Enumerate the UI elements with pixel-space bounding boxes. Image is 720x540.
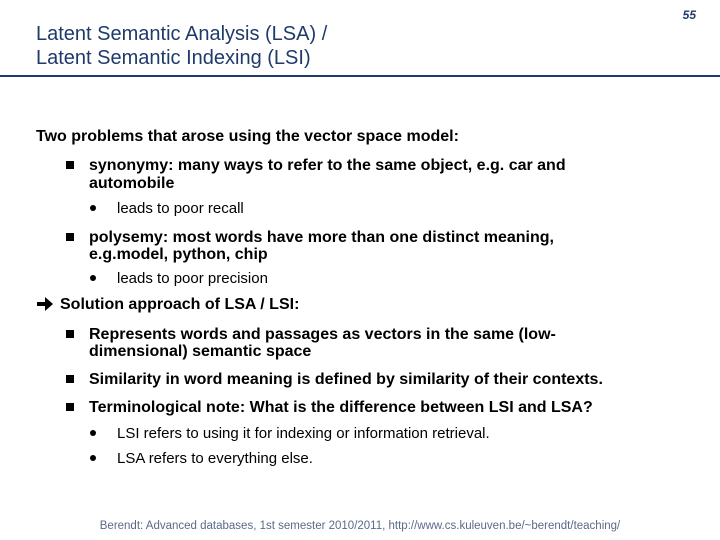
slide-number: 55 — [682, 8, 696, 22]
title-divider — [0, 75, 720, 77]
sub-bullet-lsi: LSI refers to using it for indexing or information retrieval. — [117, 425, 490, 442]
bullet-synonymy-line2: automobile — [89, 175, 175, 192]
bullet-vectors-line2: dimensional) semantic space — [89, 343, 312, 360]
square-bullet-icon — [66, 403, 74, 411]
round-bullet-icon — [90, 205, 96, 211]
section-heading-solution: Solution approach of LSA / LSI: — [60, 296, 300, 313]
bullet-polysemy-line1: polysemy: most words have more than one distinct meaning, — [89, 229, 554, 246]
square-bullet-icon — [66, 375, 74, 383]
right-arrow-icon — [37, 297, 53, 311]
square-bullet-icon — [66, 233, 74, 241]
bullet-terminology: Terminological note: What is the difference between LSI and LSA? — [89, 399, 593, 416]
square-bullet-icon — [66, 330, 74, 338]
round-bullet-icon — [90, 430, 96, 436]
slide-title — [36, 22, 327, 70]
sub-bullet-precision: leads to poor precision — [117, 270, 268, 287]
title-line-1: Latent Semantic Analysis (LSA) / — [36, 23, 328, 45]
bullet-similarity: Similarity in word meaning is defined by similarity of their contexts. — [89, 371, 603, 388]
bullet-polysemy-line2: e.g.model, python, chip — [89, 246, 268, 263]
sub-bullet-lsa: LSA refers to everything else. — [117, 450, 313, 467]
sub-bullet-recall: leads to poor recall — [117, 200, 244, 217]
section-heading-problems: Two problems that arose using the vector space model: — [36, 128, 459, 145]
square-bullet-icon — [66, 161, 74, 169]
bullet-synonymy-line1: synonymy: many ways to refer to the same object, e.g. car and — [89, 157, 566, 174]
bullet-vectors-line1: Represents words and passages as vectors in the same (low- — [89, 326, 556, 343]
round-bullet-icon — [90, 275, 96, 281]
title-line-2: Latent Semantic Indexing (LSI) — [36, 47, 311, 69]
round-bullet-icon — [90, 455, 96, 461]
slide-footer: Berendt: Advanced databases, 1st semester 2010/2011, http://www.cs.kuleuven.be/~berendt/teaching/ — [99, 520, 621, 532]
